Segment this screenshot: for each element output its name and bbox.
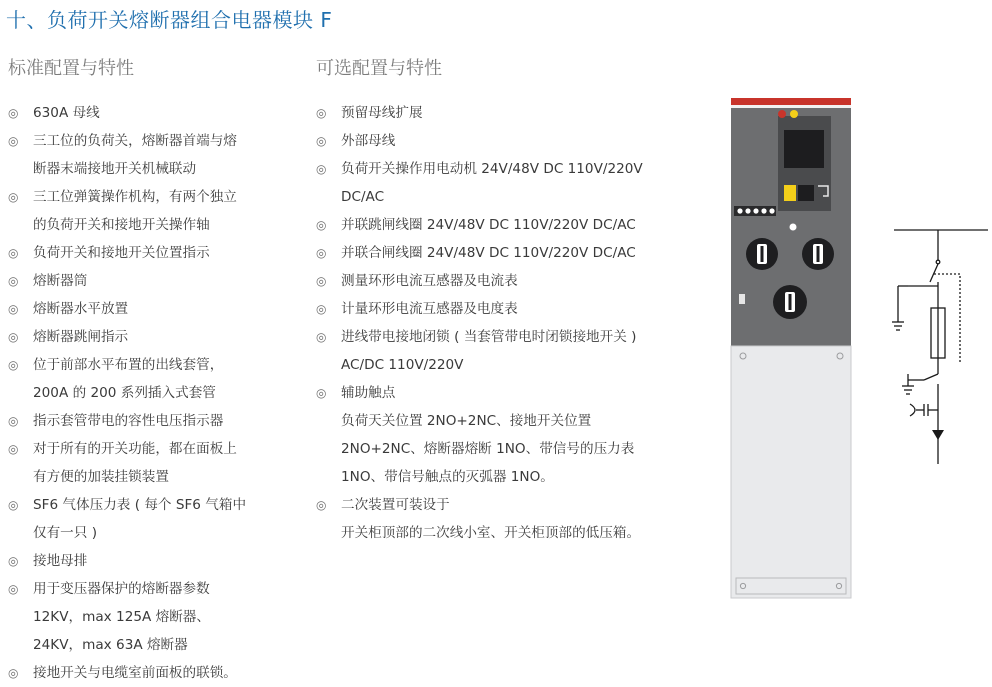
standard-item-text: 24KV，max 63A 熔断器 [33,637,188,653]
standard-item [8,659,298,687]
optional-item-text: 辅助触点 [341,385,396,401]
optional-heading: 可选配置与特性 [316,58,442,79]
bullet-icon: ◎ [8,414,19,428]
standard-item [8,295,298,323]
optional-item-text: 负荷天关位置 2NO+2NC、接地开关位置 [341,413,592,429]
standard-item-text: 对于所有的开关功能，都在面板上 [33,441,237,457]
panel-middle [731,220,851,348]
optional-item-text: 2NO+2NC、熔断器熔断 1NO、带信号的压力表 [341,441,635,457]
optional-item [316,155,711,211]
red-indicator-lamp-icon [778,110,786,118]
standard-item-text: 指示套管带电的容性电压指示器 [33,413,224,429]
optional-item [316,491,711,547]
bullet-icon: ◎ [316,106,327,120]
bullet-icon: ◎ [316,302,327,316]
bullet-icon: ◎ [8,302,19,316]
bullet-icon: ◎ [8,274,19,288]
standard-item-text: SF6 气体压力表 ( 每个 SF6 气箱中 [33,497,247,513]
bullet-icon: ◎ [8,554,19,568]
yellow-status-label [784,185,796,201]
bullet-icon: ◎ [8,442,19,456]
standard-item [8,435,298,491]
standard-item-text: 630A 母线 [33,105,100,121]
standard-item-text: 200A 的 200 系列插入式套管 [33,385,216,401]
bullet-icon: ◎ [316,274,327,288]
bullet-icon: ◎ [8,246,19,260]
optional-item-text: 外部母线 [341,133,396,149]
bullet-icon: ◎ [8,330,19,344]
operating-shaft-left-icon [746,238,778,270]
standard-item-text: 仅有一只 ) [33,525,97,541]
standard-item-text: 用于变压器保护的熔断器参数 [33,581,210,597]
standard-item-text: 熔断器筒 [33,273,88,289]
optional-item [316,295,711,323]
optional-item [316,323,711,379]
optional-item [316,267,711,295]
standard-item [8,407,298,435]
standard-item-text: 12KV，max 125A 熔断器、 [33,609,210,625]
bullet-icon: ◎ [316,218,327,232]
bullet-icon: ◎ [316,330,327,344]
operating-shaft-right-icon [802,238,834,270]
padlock-tab [739,294,745,304]
standard-item-text: 三工位弹簧操作机构，有两个独立 [33,189,237,205]
optional-item [316,99,711,127]
bullet-icon: ◎ [8,134,19,148]
optional-item-text: AC/DC 110V/220V [341,357,464,373]
load-switch-icon [930,264,938,282]
bullet-icon: ◎ [8,498,19,512]
standard-item-text: 三工位的负荷关，熔断器首端与熔 [33,133,237,149]
optional-item-text: 进线带电接地闭锁 ( 当套管带电时闭锁接地开关 ) [341,329,637,345]
optional-item-text: 二次装置可装设于 [341,497,450,513]
yellow-indicator-lamp-icon [790,110,798,118]
optional-item-text: 并联合闸线圈 24V/48V DC 110V/220V DC/AC [341,245,636,261]
panel-lower [731,346,851,598]
optional-item-text: 预留母线扩展 [341,105,423,121]
optional-item [316,127,711,155]
switchgear-panel-illustration [728,96,854,602]
optional-item-text: 计量环形电流互感器及电度表 [341,301,518,317]
standard-item-text: 熔断器跳闸指示 [33,329,129,345]
standard-item-text: 负荷开关和接地开关位置指示 [33,245,210,261]
standard-item [8,491,298,547]
optional-item-text: 并联跳闸线圈 24V/48V DC 110V/220V DC/AC [341,217,636,233]
bullet-icon: ◎ [8,582,19,596]
optional-item-text: 开关柜顶部的二次线小室、开关柜顶部的低压箱。 [341,525,641,541]
operating-shaft-bottom-icon [773,285,807,319]
standard-item [8,575,298,659]
bullet-icon: ◎ [8,106,19,120]
standard-item [8,351,298,407]
optional-item-text: 测量环形电流互感器及电流表 [341,273,518,289]
single-line-schematic [880,224,992,470]
standard-item-text: 熔断器水平放置 [33,301,129,317]
bullet-icon: ◎ [316,386,327,400]
page-title: 十、负荷开关熔断器组合电器模块 F [6,8,333,32]
bullet-icon: ◎ [316,162,327,176]
standard-item [8,127,298,183]
standard-item-text: 的负荷开关和接地开关操作轴 [33,217,210,233]
standard-item-text: 位于前部水平布置的出线套管， [33,357,224,373]
standard-item [8,547,298,575]
standard-feature-list [8,99,298,687]
optional-item [316,239,711,267]
standard-item-text: 接地母排 [33,553,88,569]
optional-item [316,379,711,491]
bullet-icon: ◎ [8,190,19,204]
optional-item-text: 1NO、带信号触点的灭弧器 1NO。 [341,469,554,485]
bullet-icon: ◎ [316,498,327,512]
optional-feature-list [316,99,711,547]
standard-item-text: 接地开关与电缆室前面板的联锁。 [33,665,237,681]
standard-item [8,239,298,267]
standard-item [8,267,298,295]
optional-item [316,211,711,239]
bullet-icon: ◎ [8,358,19,372]
cable-outlet-arrow-icon [932,430,944,440]
bullet-icon: ◎ [316,246,327,260]
standard-item [8,183,298,239]
standard-heading: 标准配置与特性 [8,58,134,79]
standard-item-text: 有方便的加装挂锁装置 [33,469,169,485]
panel-top-strip [731,98,851,105]
standard-item-text: 断器末端接地开关机械联动 [33,161,197,177]
bullet-icon: ◎ [8,666,19,680]
bullet-icon: ◎ [316,134,327,148]
standard-item [8,323,298,351]
optional-item-text: 负荷开关操作用电动机 24V/48V DC 110V/220V [341,161,643,177]
standard-item [8,99,298,127]
optional-item-text: DC/AC [341,189,385,205]
